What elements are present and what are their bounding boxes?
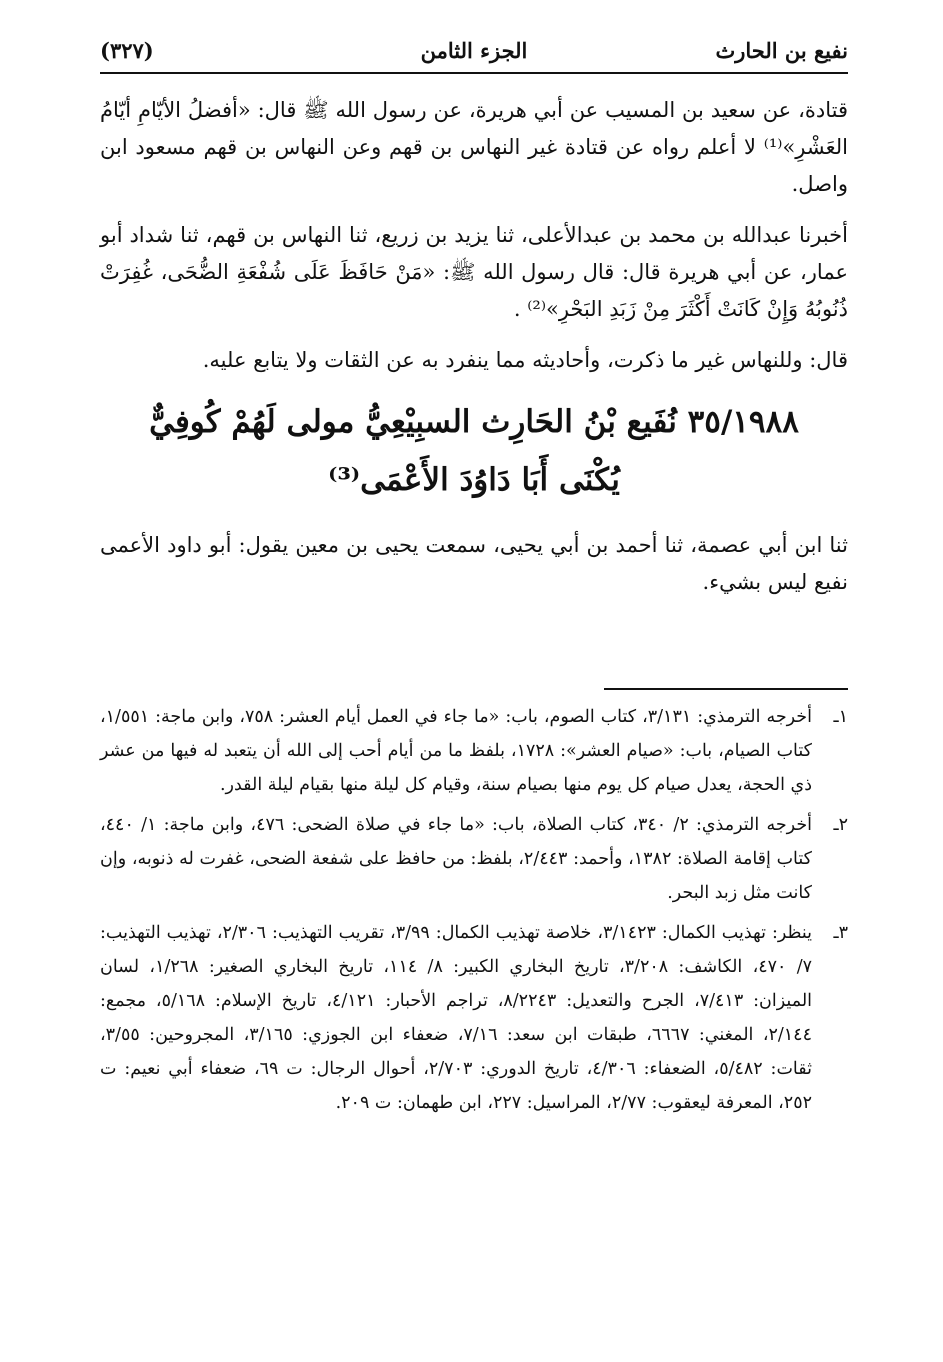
footnote-1: [100, 700, 848, 802]
paragraph-4: ثنا ابن أبي عصمة، ثنا أحمد بن أبي يحيى، سمعت يحيى بن معين يقول: أبو داود الأعمى نفيع ليس بشيء.: [100, 533, 848, 594]
footnotes: [100, 700, 848, 1126]
running-title: نفيع بن الحارث: [715, 38, 848, 63]
footnote-number: ١ـ: [833, 707, 848, 727]
footnote-3: [100, 916, 848, 1120]
main-text: [100, 92, 848, 615]
entry-heading: [100, 393, 848, 509]
entry-heading-line-2: يُكْنَى أَبَا دَاوُدَ الأَعْمَى⁽³⁾: [328, 462, 620, 498]
footnote-text: أخرجه الترمذي: ٢/ ٣٤٠، كتاب الصلاة، باب: «ما جاء في صلاة الضحى: ٤٧٦، وابن ماجة: ١/ ٤٤٠، كتاب إقامة الصلاة: ١٣٨٢، وأحمد: ٢/٤٤٣، بلفظ: من حافظ على شفعة الضحى، غفرت له ذنوبه، وإن كانت مثل زبد البحر.: [100, 815, 812, 903]
page-number: (٣٢٧): [100, 38, 154, 63]
footnote-2: [100, 808, 848, 910]
part-label: الجزء الثامن: [420, 38, 528, 63]
footnote-text: أخرجه الترمذي: ٣/١٣١، كتاب الصوم، باب: «ما جاء في العمل أيام العشر: ٧٥٨، وابن ماجة: ١/٥٥١، كتاب الصيام، باب: «صيام العشر»: ١٧٢٨، بلفظ ما من أيام أحب إلى الله أن يتعبد له فيها من عشر ذي الحجة، يعدل صيام كل يوم منها بصيام سنة، وقيام كل ليلة منها بقيام ليلة القدر.: [100, 707, 812, 795]
paragraph-3: قال: وللنهاس غير ما ذكرت، وأحاديثه مما ينفرد به عن الثقات ولا يتابع عليه.: [202, 348, 848, 372]
entry-heading-line-1: ٣٥/١٩٨٨ نُفَيع بْنُ الحَارِث السبِيْعِيُّ مولى لَهُمْ كُوفِيٌّ: [149, 404, 799, 440]
footnote-rule: [604, 688, 848, 690]
page-header: [100, 38, 848, 72]
footnote-number: ٢ـ: [833, 815, 848, 835]
paragraph-2: أخبرنا عبدالله بن محمد بن عبدالأعلى، ثنا يزيد بن زريع، ثنا النهاس بن قهم، ثنا شداد أبو عمار، عن أبي هريرة قال: قال رسول الله ﷺ: «مَنْ حَافَظَ عَلَى شُفْعَةِ الضُّحَى، غُفِرَتْ ذُنُوبُهُ وَإِنْ كَانَتْ أَكْثَرَ مِنْ زَبَدِ البَحْرِ»⁽²⁾ .: [100, 223, 848, 321]
footnote-number: ٣ـ: [833, 923, 848, 943]
paragraph-1: قتادة، عن سعيد بن المسيب عن أبي هريرة، عن رسول الله ﷺ قال: «أفضلُ الأيّامِ أيّامُ العَشْرِ»⁽¹⁾ لا أعلم رواه عن قتادة غير النهاس بن قهم وعن النهاس بن قهم مسعود ابن واصل.: [100, 98, 848, 196]
header-rule: [100, 72, 848, 74]
footnote-text: ينظر: تهذيب الكمال: ٣/١٤٢٣، خلاصة تهذيب الكمال: ٣/٩٩، تقريب التهذيب: ٢/٣٠٦، تهذيب التهذيب: ٧/ ٤٧٠، الكاشف: ٣/٢٠٨، تاريخ البخاري الكبير: ٨/ ١١٤، تاريخ البخاري الصغير: ١/٢٦٨، لسان الميزان: ٧/٤١٣، الجرح والتعديل: ٨/٢٢٤٣، تراجم الأحبار: ٤/١٢١، تاريخ الإسلام: ٥/١٦٨، مجمع: ٢/١٤٤، المغني: ٦٦٦٧، طبقات ابن سعد: ٧/١٦، ضعفاء ابن الجوزي: ٣/١٦٥، المجروحين: ٣/٥٥، ثقات: ٥/٤٨٢، الضعفاء: ٤/٣٠٦، تاريخ الدوري: ٢/٧٠٣، أحوال الرجال: ت ٦٩، ضعفاء أبي نعيم: ت ٢٥٢، المعرفة ليعقوب: ٢/٧٧، المراسيل: ٢٢٧، ابن طهمان: ت ٢٠٩.: [100, 923, 813, 1113]
